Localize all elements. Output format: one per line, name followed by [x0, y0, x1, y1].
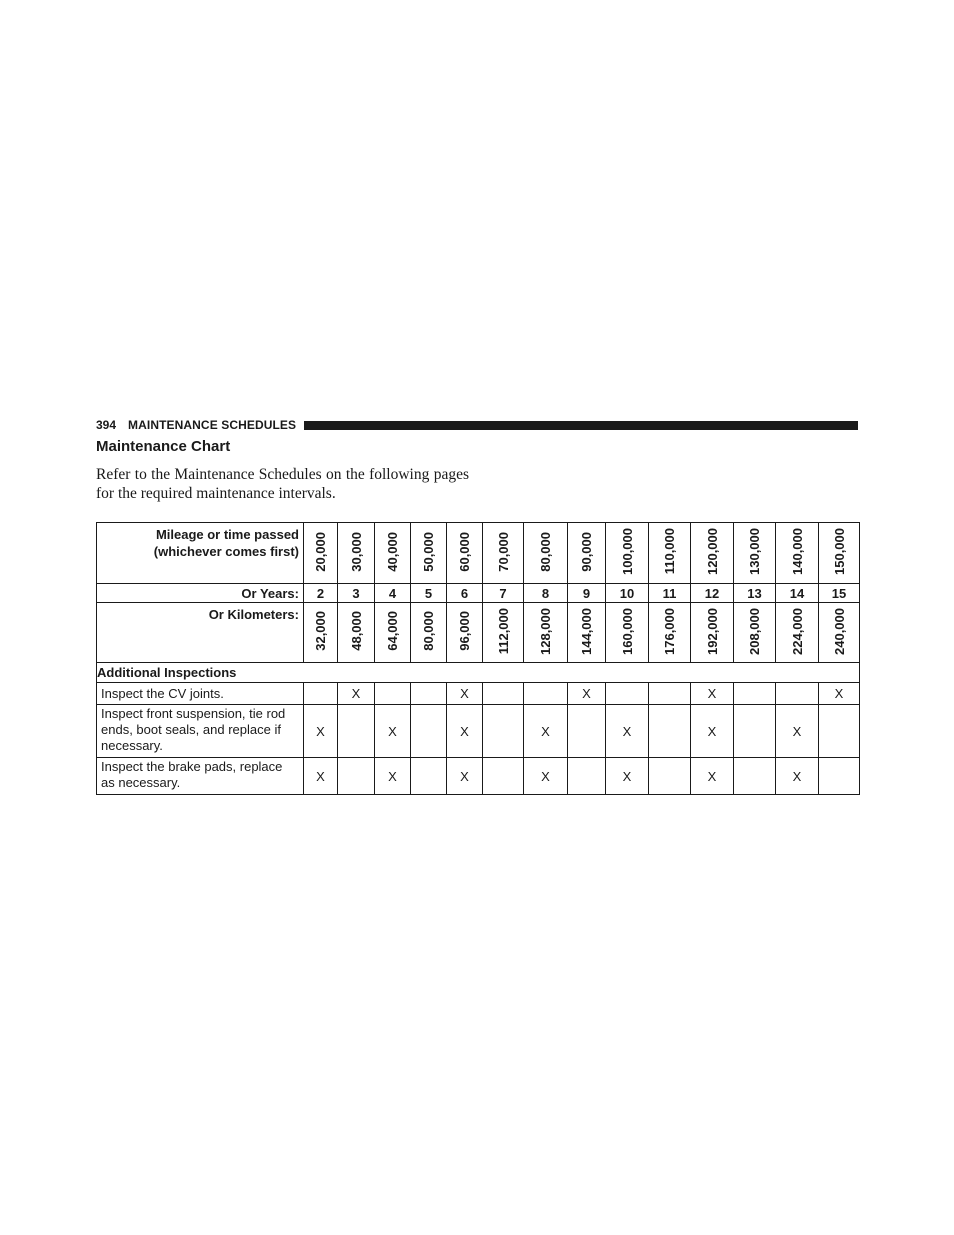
kilometers-value: 240,000	[831, 607, 847, 655]
schedule-mark: X	[524, 705, 568, 758]
mileage-cell	[338, 523, 375, 584]
mileage-cell	[483, 523, 524, 584]
schedule-mark	[568, 705, 606, 758]
mileage-value: 30,000	[348, 531, 364, 572]
mileage-value: 70,000	[495, 531, 511, 572]
mileage-cell	[776, 523, 819, 584]
schedule-mark	[304, 683, 338, 705]
schedule-mark: X	[524, 758, 568, 795]
schedule-mark	[819, 705, 860, 758]
years-value: 13	[734, 584, 776, 603]
schedule-mark: X	[691, 705, 734, 758]
mileage-cell	[734, 523, 776, 584]
page-number: 394	[96, 418, 117, 432]
kilometers-cell	[411, 603, 447, 663]
kilometers-value: 112,000	[495, 607, 511, 655]
mileage-cell	[304, 523, 338, 584]
kilometers-cell	[606, 603, 649, 663]
mileage-value: 130,000	[747, 528, 762, 575]
years-value: 10	[606, 584, 649, 603]
years-value: 6	[447, 584, 483, 603]
maintenance-chart-table	[96, 522, 860, 795]
mileage-value: 150,000	[831, 528, 847, 575]
kilometers-cell	[304, 603, 338, 663]
kilometers-label: Or Kilometers:	[97, 603, 304, 663]
schedule-mark	[649, 758, 691, 795]
mileage-value: 100,000	[619, 528, 635, 575]
schedule-mark: X	[447, 683, 483, 705]
mileage-row	[97, 523, 860, 584]
kilometers-value: 64,000	[385, 611, 400, 651]
schedule-mark: X	[691, 683, 734, 705]
kilometers-value: 128,000	[538, 607, 553, 655]
years-value: 12	[691, 584, 734, 603]
schedule-mark	[375, 683, 411, 705]
schedule-mark: X	[304, 705, 338, 758]
kilometers-cell	[483, 603, 524, 663]
mileage-cell	[447, 523, 483, 584]
kilometers-value: 96,000	[457, 611, 472, 651]
schedule-mark: X	[447, 705, 483, 758]
schedule-mark	[649, 705, 691, 758]
mileage-label-line-1: Mileage or time passed	[155, 527, 299, 542]
schedule-mark: X	[691, 758, 734, 795]
section-row	[97, 663, 860, 683]
table-row	[97, 758, 860, 795]
schedule-mark: X	[338, 683, 375, 705]
mileage-label	[97, 523, 304, 584]
kilometers-cell	[447, 603, 483, 663]
kilometers-value: 224,000	[789, 607, 805, 655]
mileage-cell	[568, 523, 606, 584]
kilometers-cell	[734, 603, 776, 663]
intro-paragraph: Refer to the Maintenance Schedules on the following pages for the required maintenance intervals.	[96, 466, 469, 502]
schedule-mark	[776, 683, 819, 705]
table-row	[97, 705, 860, 758]
kilometers-cell	[524, 603, 568, 663]
mileage-value: 60,000	[457, 531, 472, 572]
schedule-mark	[734, 758, 776, 795]
inspection-item-label: Inspect the brake pads, replace as necessary.	[97, 758, 304, 795]
section-title: MAINTENANCE SCHEDULES	[128, 418, 297, 432]
kilometers-cell	[649, 603, 691, 663]
mileage-value: 90,000	[579, 531, 594, 572]
mileage-cell	[524, 523, 568, 584]
years-label: Or Years:	[97, 584, 304, 603]
schedule-mark	[734, 683, 776, 705]
schedule-mark	[734, 705, 776, 758]
kilometers-cell	[375, 603, 411, 663]
mileage-cell	[819, 523, 860, 584]
schedule-mark	[483, 758, 524, 795]
mileage-cell	[649, 523, 691, 584]
years-value: 8	[524, 584, 568, 603]
years-value: 4	[375, 584, 411, 603]
schedule-mark	[483, 683, 524, 705]
schedule-mark: X	[776, 705, 819, 758]
kilometers-value: 32,000	[313, 611, 328, 651]
schedule-mark	[483, 705, 524, 758]
kilometers-value: 176,000	[662, 607, 677, 655]
years-value: 7	[483, 584, 524, 603]
schedule-mark	[338, 758, 375, 795]
mileage-value: 50,000	[421, 531, 436, 572]
schedule-mark	[338, 705, 375, 758]
schedule-mark: X	[819, 683, 860, 705]
mileage-cell	[691, 523, 734, 584]
kilometers-value: 192,000	[704, 607, 720, 655]
mileage-value: 140,000	[789, 528, 805, 575]
mileage-cell	[375, 523, 411, 584]
years-value: 5	[411, 584, 447, 603]
mileage-value: 120,000	[704, 528, 720, 575]
schedule-mark: X	[304, 758, 338, 795]
inspection-item-label: Inspect front suspension, tie rod ends, boot seals, and replace if necessary.	[97, 705, 304, 758]
years-value: 2	[304, 584, 338, 603]
page-header	[96, 417, 858, 433]
mileage-value: 20,000	[313, 531, 328, 572]
years-value: 15	[819, 584, 860, 603]
kilometers-value: 48,000	[348, 611, 364, 651]
schedule-mark: X	[375, 705, 411, 758]
schedule-mark	[524, 683, 568, 705]
kilometers-cell	[776, 603, 819, 663]
schedule-mark	[606, 683, 649, 705]
schedule-mark: X	[606, 758, 649, 795]
schedule-mark: X	[606, 705, 649, 758]
header-rule	[304, 421, 858, 430]
schedule-mark: X	[447, 758, 483, 795]
schedule-mark	[411, 705, 447, 758]
schedule-mark: X	[776, 758, 819, 795]
years-row	[97, 584, 860, 603]
kilometers-row	[97, 603, 860, 663]
kilometers-value: 144,000	[579, 607, 594, 655]
kilometers-cell	[819, 603, 860, 663]
mileage-label-line-2: (whichever comes first)	[153, 544, 299, 559]
years-value: 14	[776, 584, 819, 603]
kilometers-value: 208,000	[747, 607, 762, 655]
years-value: 11	[649, 584, 691, 603]
schedule-mark	[649, 683, 691, 705]
kilometers-cell	[568, 603, 606, 663]
table-row	[97, 683, 860, 705]
inspection-item-label: Inspect the CV joints.	[97, 683, 304, 705]
schedule-mark	[568, 758, 606, 795]
kilometers-cell	[338, 603, 375, 663]
kilometers-value: 80,000	[421, 611, 436, 651]
years-value: 9	[568, 584, 606, 603]
schedule-mark	[411, 758, 447, 795]
mileage-cell	[606, 523, 649, 584]
schedule-mark: X	[568, 683, 606, 705]
inspection-rows	[97, 683, 860, 795]
schedule-mark	[411, 683, 447, 705]
section-label: Additional Inspections	[97, 663, 860, 683]
mileage-value: 110,000	[662, 528, 677, 575]
mileage-cell	[411, 523, 447, 584]
mileage-value: 80,000	[538, 531, 553, 572]
mileage-value: 40,000	[385, 531, 400, 572]
years-value: 3	[338, 584, 375, 603]
kilometers-cell	[691, 603, 734, 663]
page-title: Maintenance Chart	[96, 438, 231, 455]
kilometers-value: 160,000	[619, 607, 635, 655]
schedule-mark: X	[375, 758, 411, 795]
schedule-mark	[819, 758, 860, 795]
